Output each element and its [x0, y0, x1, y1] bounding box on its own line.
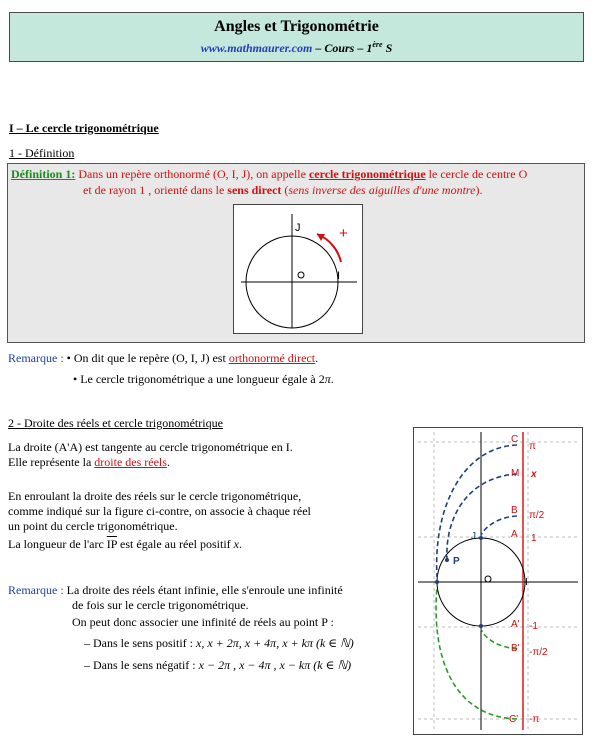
- label-j2: J: [471, 531, 476, 542]
- remark1-text-2a: • Le cercle trigonométrique a une longueur égale à 2: [73, 372, 325, 386]
- remark1-line-1: [8, 351, 318, 366]
- label-pi2: π/2: [529, 510, 545, 521]
- remark2-text-4a: – Dans le sens positif :: [84, 636, 196, 650]
- definition-text-3: le cercle de centre O: [425, 167, 528, 181]
- point-j: [479, 536, 483, 540]
- remark1-text-a: • On dit que le repère (O, I, J) est: [63, 351, 229, 365]
- remark2-formula-neg: x − 2π , x − 4π , x − kπ (k ∈ ℕ): [198, 658, 352, 672]
- subtitle-sup: ère: [372, 40, 383, 49]
- label-a: A: [511, 529, 518, 540]
- section2-term: droite des réels: [94, 455, 167, 469]
- section2-p6e: .: [238, 537, 242, 551]
- section2-x: x: [233, 537, 239, 551]
- section-title: I – Le cercle trigonométrique: [9, 121, 159, 135]
- section2-p6: [8, 537, 242, 552]
- unit-circle-figure: [233, 204, 363, 334]
- label-minus-one: -1: [529, 621, 538, 632]
- section2-p2: [8, 455, 170, 470]
- point-j-prime: [479, 624, 483, 628]
- remark2-text-1: La droite des réels étant infinie, elle s'enroule une infinité: [63, 583, 343, 597]
- label-c: C: [511, 434, 519, 445]
- definition-text-6: (: [281, 183, 289, 197]
- definition-line-2: [83, 183, 482, 198]
- label-j: J: [295, 222, 301, 234]
- label-b: B: [511, 505, 518, 516]
- subsection-droite-reels: 2 - Droite des réels et cercle trigonométrique: [8, 416, 223, 430]
- remark2-formula-pos: x, x + 2π, x + 4π, x + kπ (k ∈ ℕ): [196, 636, 354, 650]
- section2-p6c: est égale au réel positif: [117, 537, 234, 551]
- remark1-term: orthonormé direct: [228, 351, 316, 365]
- definition-text-8: ).: [475, 183, 483, 197]
- remark2-label: Remarque :: [8, 583, 64, 597]
- origin-mark: [298, 272, 304, 278]
- label-plus: +: [339, 225, 348, 242]
- site-link[interactable]: www.mathmaurer.com: [200, 41, 313, 55]
- label-i2: I: [525, 577, 528, 588]
- label-minus-pi2: -π/2: [529, 647, 548, 658]
- arc-ip: $\overline{IP}$: [106, 537, 118, 551]
- remark1-text-c: .: [315, 351, 319, 365]
- definition-sens-direct: sens direct: [227, 183, 282, 197]
- remark2-line-1: [8, 583, 343, 598]
- page-title: Angles et Trigonométrie: [214, 18, 379, 35]
- remark2-line-5: [84, 658, 351, 673]
- label-pi: π: [529, 441, 536, 452]
- definition-text-7: sens inverse des aiguilles d'une montre: [288, 183, 476, 197]
- subtitle: [10, 40, 583, 56]
- section2-p1: La droite (A'A) est tangente au cercle trigonométrique en I.: [8, 440, 293, 454]
- figure2-frame: [414, 428, 583, 735]
- remark2-line-4: [84, 636, 354, 651]
- definition-text-4: et de rayon 1 , orienté dans le: [83, 183, 228, 197]
- point-minus-one: [435, 580, 439, 584]
- winding-figure: [413, 427, 583, 735]
- subsection-definition: 1 - Définition: [9, 146, 75, 160]
- section2-p4: comme indiqué sur la figure ci-contre, on associe à chaque réel: [8, 504, 311, 518]
- label-p: P: [453, 556, 460, 567]
- point-p: [445, 558, 449, 562]
- definition-term: cercle trigonométrique: [308, 167, 426, 181]
- remark1-pi: π: [324, 372, 331, 386]
- definition-box: [7, 163, 585, 343]
- remark2-line-2: de fois sur le cercle trigonométrique.: [72, 598, 249, 612]
- definition-line-1: [11, 167, 527, 182]
- label-one: 1: [531, 533, 537, 544]
- remark2-text-5a: – Dans le sens négatif :: [84, 658, 199, 672]
- remark1-label: Remarque :: [8, 351, 64, 365]
- section2-p6a: La longueur de l'arc: [8, 537, 107, 551]
- label-m: M: [511, 468, 520, 479]
- label-x: x: [531, 469, 537, 480]
- subtitle-end: S: [382, 41, 393, 55]
- section2-p2a: Elle représente la: [8, 455, 95, 469]
- header-banner: [9, 12, 584, 62]
- fig2-origin-mark: [485, 576, 491, 582]
- label-i: I: [337, 270, 341, 282]
- section2-p2c: .: [166, 455, 170, 469]
- remark2-line-3: On peut donc associer une infinité de réels au point P :: [72, 615, 334, 629]
- section2-p5: un point du cercle trigonométrique.: [8, 519, 178, 533]
- definition-text-1: Dans un repère orthonormé (O, I, J), on appelle: [75, 167, 309, 181]
- label-minus-pi: -π: [529, 714, 540, 725]
- section2-p3: En enroulant la droite des réels sur le cercle trigonométrique,: [8, 489, 302, 503]
- remark1-text-2c: .: [330, 372, 334, 386]
- label-b-prime: B': [511, 643, 520, 654]
- definition-label: Définition 1:: [11, 167, 76, 181]
- subtitle-mid: – Cours – 1: [312, 41, 373, 55]
- label-c-prime: C': [509, 714, 519, 725]
- remark1-line-2: [73, 372, 334, 387]
- label-a-prime: A': [511, 619, 520, 630]
